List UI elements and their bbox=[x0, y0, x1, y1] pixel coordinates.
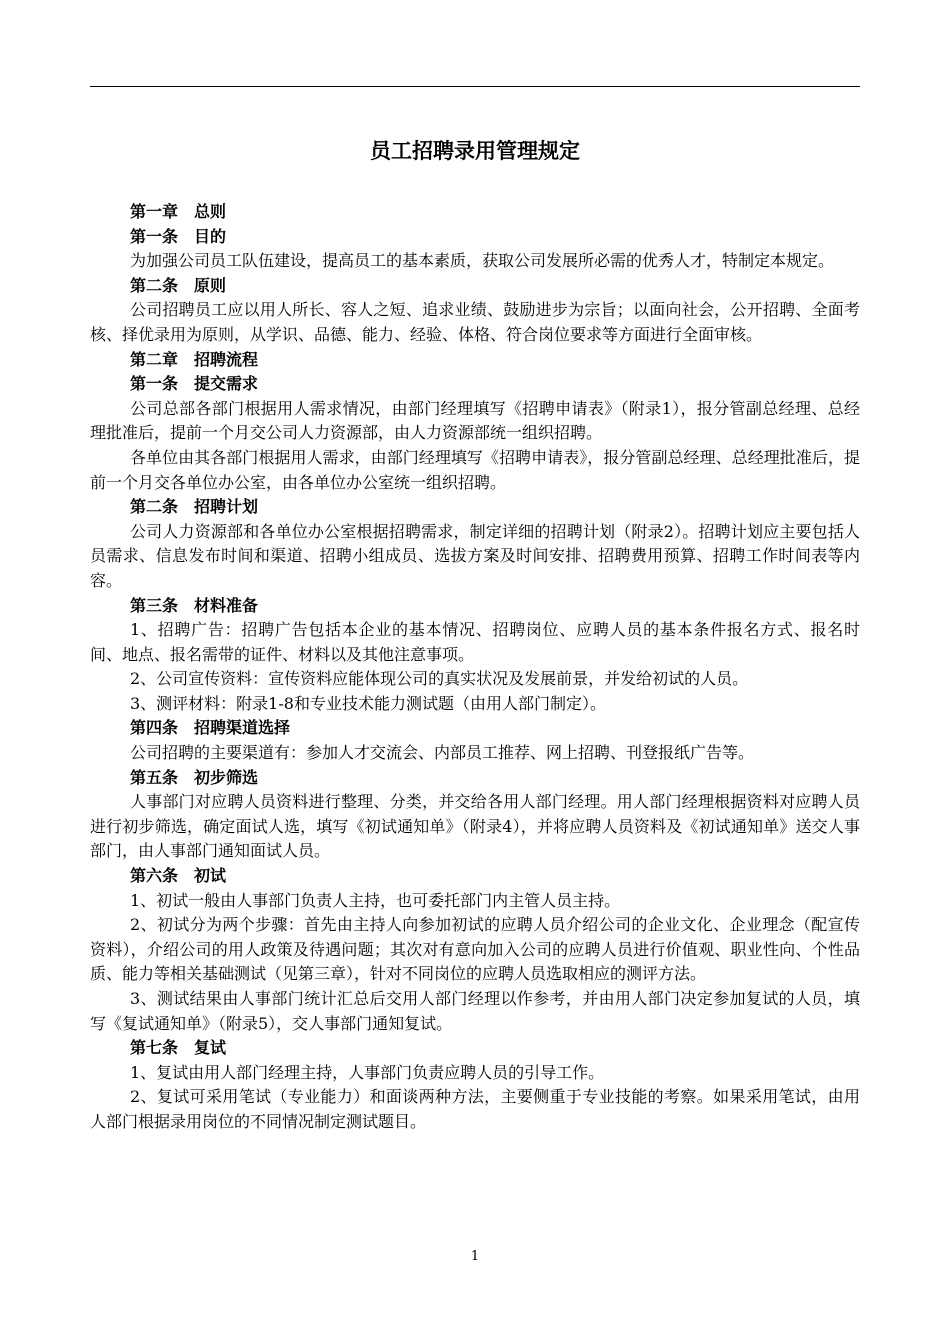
body-paragraph: 1、初试一般由人事部门负责人主持，也可委托部门内主管人员主持。 bbox=[130, 890, 621, 910]
section-heading: 第三条 材料准备 bbox=[130, 595, 259, 615]
section-heading: 第一章 总则 bbox=[130, 202, 227, 221]
section-heading: 第一条 提交需求 bbox=[130, 374, 259, 394]
body-paragraph: 公司总部各部门根据用人需求情况，由部门经理填写《招聘申请表》（附录1），报分管副总经理、总经理批准后，提前一个月交公司人力资源部，由人力资源部统一组织招聘。 bbox=[90, 398, 860, 443]
section-heading: 第二条 招聘计划 bbox=[130, 497, 259, 517]
header-rule bbox=[90, 86, 860, 87]
section-heading: 第一条 目的 bbox=[130, 226, 227, 246]
body-paragraph: 公司招聘的主要渠道有：参加人才交流会、内部员工推荐、网上招聘、刊登报纸广告等。 bbox=[130, 743, 755, 763]
body-paragraph: 人事部门对应聘人员资料进行整理、分类，并交给各用人部门经理。用人部门经理根据资料对应聘人员进行初步筛选，确定面试人选，填写《初试通知单》（附录4），并将应聘人员资料及《初试通知单》送交人事部门，由人事部门通知面试人员。 bbox=[90, 792, 860, 861]
body-paragraph: 3、测评材料：附录1-8和专业技术能力测试题（由用人部门制定）。 bbox=[130, 693, 606, 713]
page-number: 1 bbox=[470, 1249, 480, 1264]
document-body bbox=[90, 200, 860, 1135]
document-title: 员工招聘录用管理规定 bbox=[370, 139, 580, 163]
body-paragraph: 各单位由其各部门根据用人需求，由部门经理填写《招聘申请表》，报分管副总经理、总经理批准后，提前一个月交各单位办公室，由各单位办公室统一组织招聘。 bbox=[90, 447, 860, 492]
section-heading: 第七条 复试 bbox=[130, 1038, 227, 1058]
body-paragraph: 公司人力资源部和各单位办公室根据招聘需求，制定详细的招聘计划（附录2）。招聘计划应主要包括人员需求、信息发布时间和渠道、招聘小组成员、选拔方案及时间安排、招聘费用预算、招聘工作时间表等内容。 bbox=[90, 521, 860, 590]
body-paragraph: 公司招聘员工应以用人所长、容人之短、追求业绩、鼓励进步为宗旨；以面向社会，公开招聘、全面考核、择优录用为原则，从学识、品德、能力、经验、体格、符合岗位要求等方面进行全面审核。 bbox=[90, 300, 860, 344]
body-paragraph: 1、招聘广告：招聘广告包括本企业的基本情况、招聘岗位、应聘人员的基本条件报名方式、报名时间、地点、报名需带的证件、材料以及其他注意事项。 bbox=[90, 620, 860, 664]
body-paragraph: 2、复试可采用笔试（专业能力）和面谈两种方法，主要侧重于专业技能的考察。如果采用笔试，由用人部门根据录用岗位的不同情况制定测试题目。 bbox=[90, 1087, 860, 1131]
body-paragraph: 为加强公司员工队伍建设，提高员工的基本素质，获取公司发展所必需的优秀人才，特制定本规定。 bbox=[130, 251, 835, 271]
section-heading: 第二章 招聘流程 bbox=[130, 349, 259, 369]
section-heading: 第六条 初试 bbox=[130, 866, 227, 886]
section-heading: 第四条 招聘渠道选择 bbox=[130, 718, 291, 738]
section-heading: 第二条 原则 bbox=[130, 275, 227, 295]
body-paragraph: 1、复试由用人部门经理主持，人事部门负责应聘人员的引导工作。 bbox=[130, 1062, 605, 1082]
section-heading: 第五条 初步筛选 bbox=[130, 767, 259, 787]
body-paragraph: 2、初试分为两个步骤：首先由主持人向参加初试的应聘人员介绍公司的企业文化、企业理念（配宣传资料），介绍公司的用人政策及待遇问题；其次对有意向加入公司的应聘人员进行价值观、职业性向、个性品质、能力等相关基础测试（见第三章），针对不同岗位的应聘人员选取相应的测评方法。 bbox=[90, 915, 860, 984]
body-paragraph: 3、测试结果由人事部门统计汇总后交用人部门经理以作参考，并由用人部门决定参加复试的人员，填写《复试通知单》（附录5），交人事部门通知复试。 bbox=[90, 989, 860, 1033]
body-paragraph: 2、公司宣传资料：宣传资料应能体现公司的真实状况及发展前景，并发给初试的人员。 bbox=[130, 669, 749, 689]
